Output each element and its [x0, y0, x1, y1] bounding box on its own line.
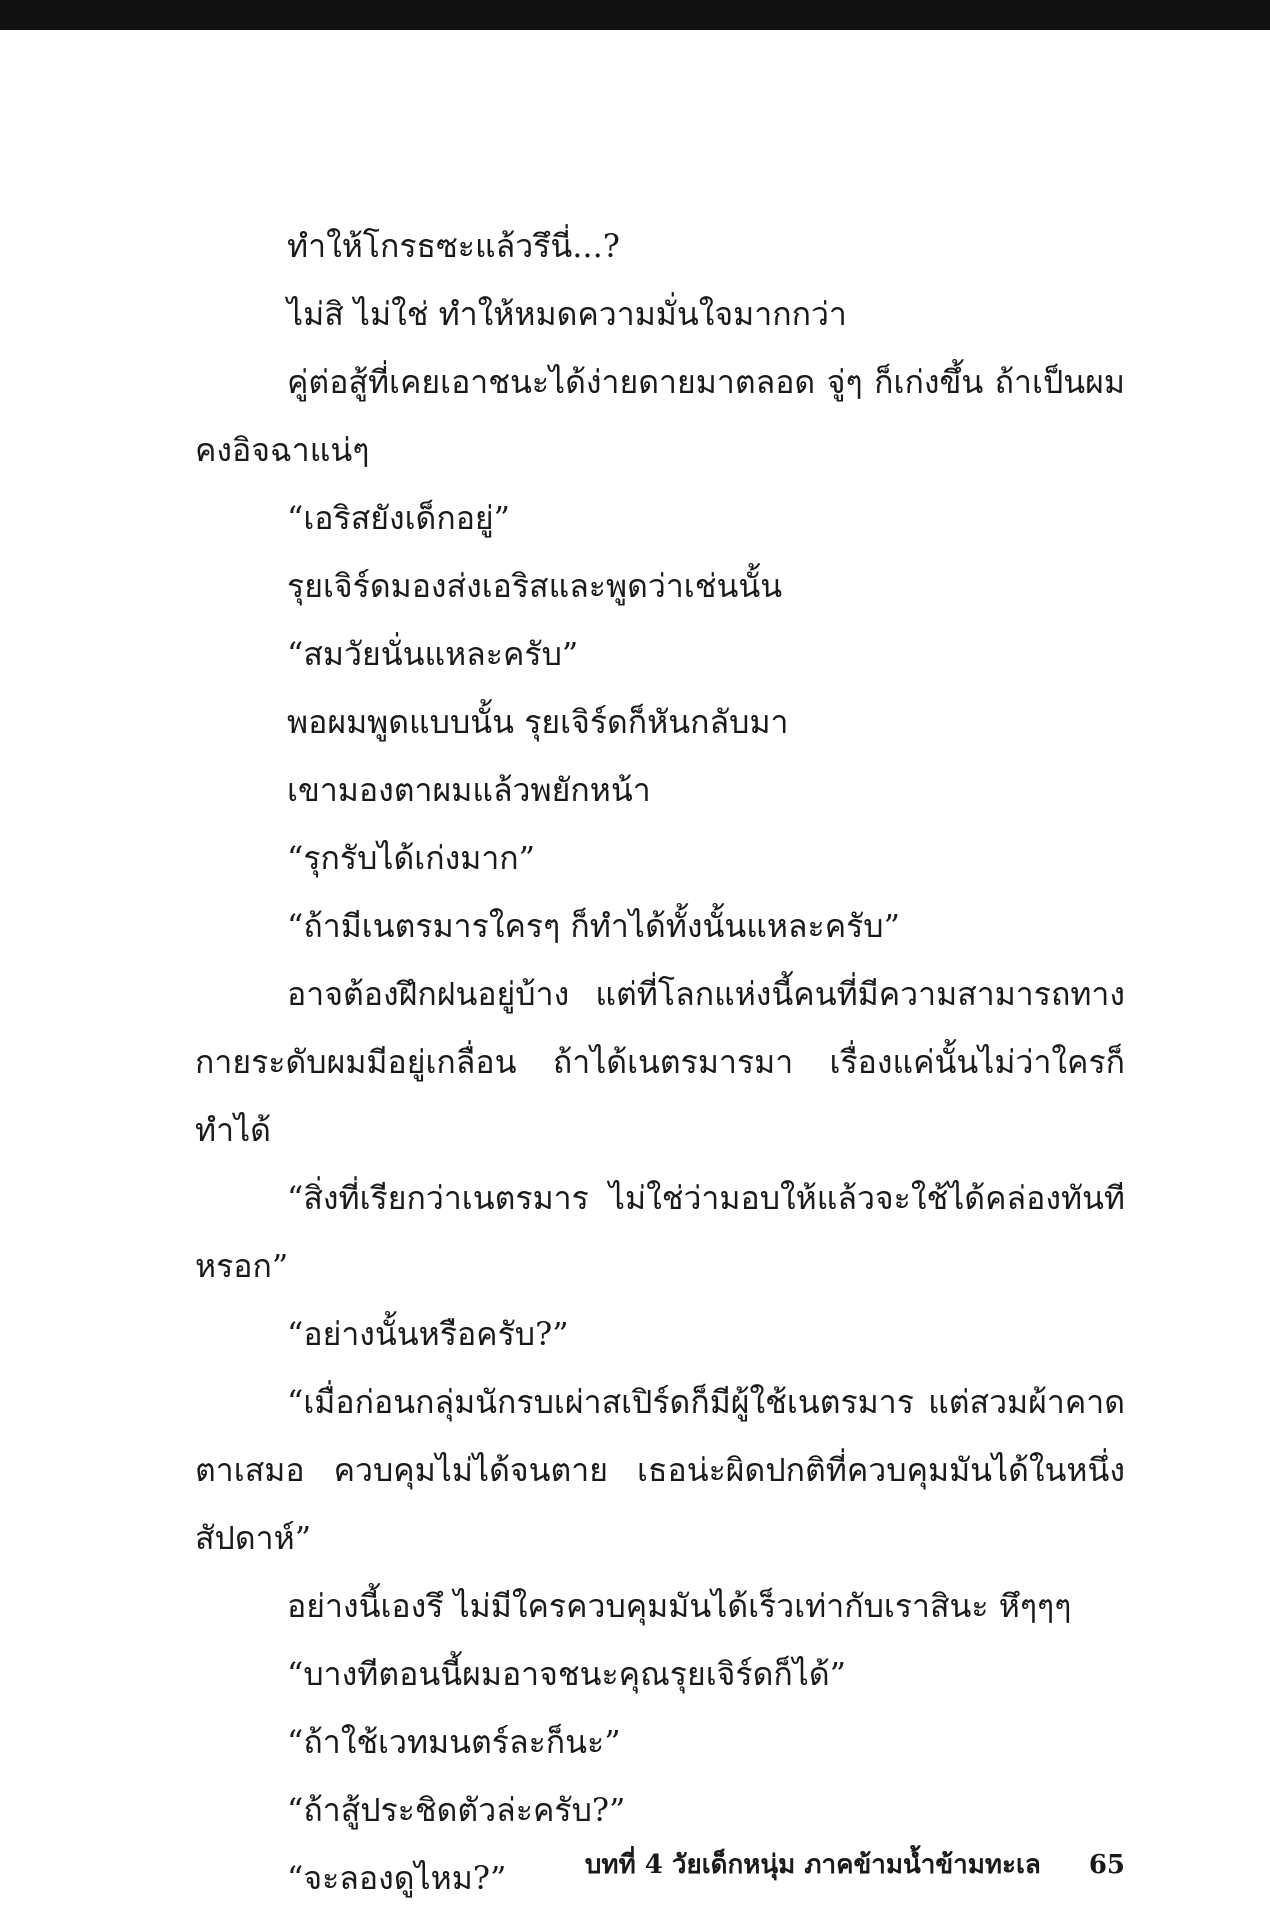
paragraph: “รุกรับได้เก่งมาก” [287, 839, 536, 877]
paragraph: ไม่สิ ไม่ใช่ ทำให้หมดความมั่นใจมากกว่า [287, 295, 847, 333]
paragraph: “ถ้าใช้เวทมนตร์ละก็นะ” [287, 1723, 621, 1761]
paragraph: “สิ่งที่เรียกว่าเนตรมาร ไม่ใช่ว่ามอบให้แล้วจะใช้ได้คล่องทันทีหรอก” [195, 1179, 1125, 1285]
paragraph: อาจต้องฝึกฝนอยู่บ้าง แต่ที่โลกแห่งนี้คนที่มีความสามารถทางกายระดับผมมีอยู่เกลื่อน ถ้าได้เนตรมารมา เรื่องแค่นั้นไม่ว่าใครก็ทำได้ [195, 975, 1125, 1149]
paragraph: “เมื่อก่อนกลุ่มนักรบเผ่าสเปิร์ดก็มีผู้ใช้เนตรมาร แต่สวมผ้าคาดตาเสมอ ควบคุมไม่ได้จนตาย เธอน่ะผิดปกติที่ควบคุมมันได้ในหนึ่งสัปดาห์” [195, 1383, 1125, 1557]
paragraph: “บางทีตอนนี้ผมอาจชนะคุณรุยเจิร์ดก็ได้” [287, 1655, 846, 1693]
page-number: 65 [1088, 1850, 1125, 1880]
page-body [195, 212, 1125, 1912]
paragraph: คู่ต่อสู้ที่เคยเอาชนะได้ง่ายดายมาตลอด จู่ๆ ก็เก่งขึ้น ถ้าเป็นผมคงอิจฉาแน่ๆ [195, 363, 1125, 469]
chapter-title: บทที่ 4 วัยเด็กหนุ่ม ภาคข้ามน้ำข้ามทะเล [584, 1850, 1041, 1880]
paragraph: อย่างนี้เองรึ ไม่มีใครควบคุมมันได้เร็วเท่ากับเราสินะ หึๆๆๆ [287, 1587, 1072, 1625]
paragraph: “จะลองดูไหม?” [287, 1859, 507, 1897]
top-border [0, 0, 1270, 30]
paragraph: รุยเจิร์ดมองส่งเอริสและพูดว่าเช่นนั้น [287, 567, 783, 605]
paragraph: ทำให้โกรธซะแล้วรึนี่...? [287, 227, 620, 265]
paragraph: พอผมพูดแบบนั้น รุยเจิร์ดก็หันกลับมา [287, 703, 789, 741]
paragraph: “สมวัยนั่นแหละครับ” [287, 635, 579, 673]
paragraph: เขามองตาผมแล้วพยักหน้า [287, 771, 651, 809]
paragraph: “เอริสยังเด็กอยู่” [287, 499, 511, 537]
paragraph: “อย่างนั้นหรือครับ?” [287, 1315, 569, 1353]
paragraph: “ถ้าสู้ประชิดตัวล่ะครับ?” [287, 1791, 626, 1829]
paragraph: “ถ้ามีเนตรมารใครๆ ก็ทำได้ทั้งนั้นแหละครับ” [287, 907, 900, 945]
page-footer [195, 1847, 1125, 1883]
